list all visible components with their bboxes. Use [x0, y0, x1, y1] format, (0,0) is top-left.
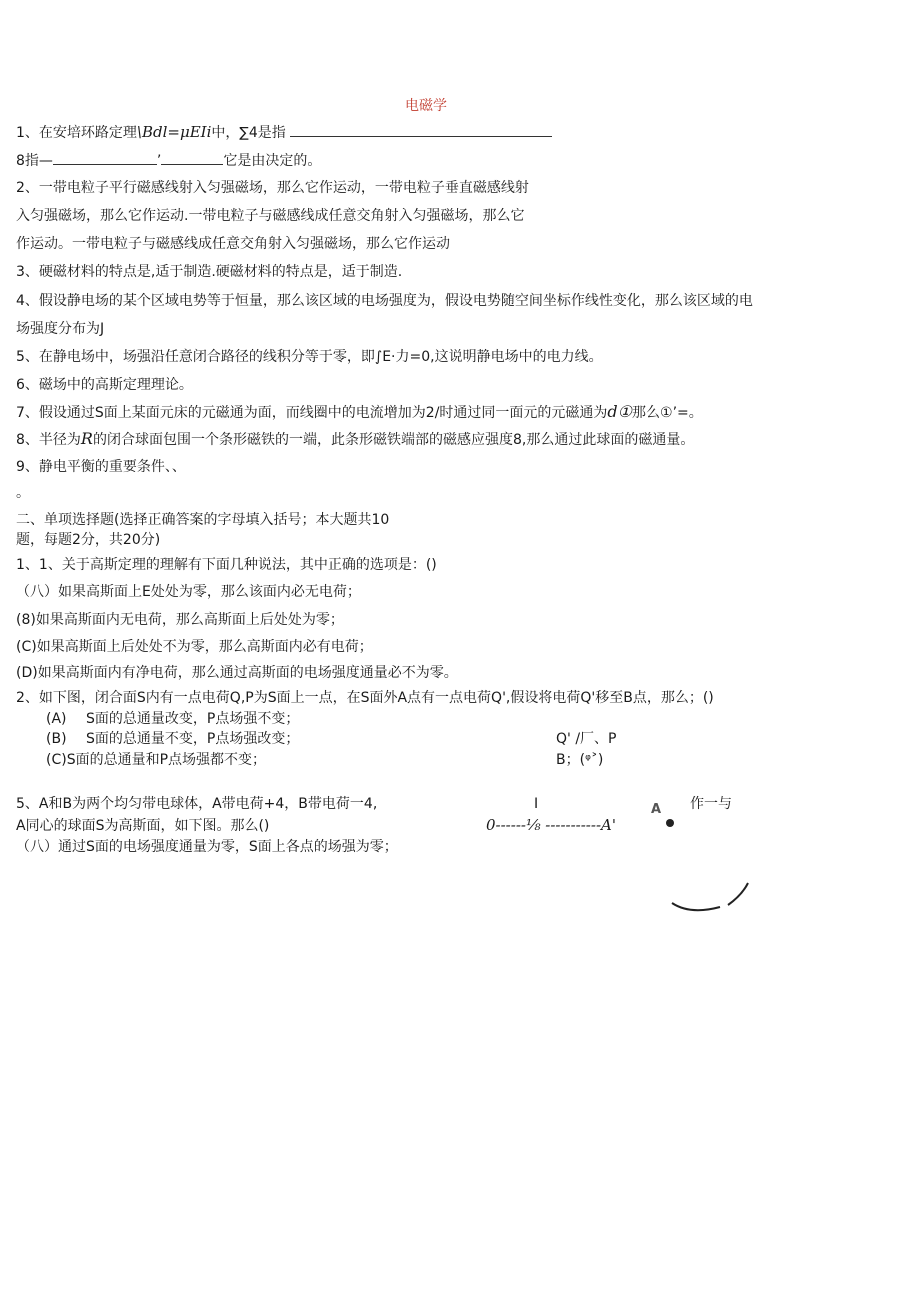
mc-1-option-c: (C)如果高斯面上后处处不为零，那么高斯面内必有电荷； — [16, 639, 373, 655]
mc-5-stem-line-1: 5、A和B为两个均匀带电球体，A带电荷+4，B带电荷一4, — [16, 796, 378, 812]
question-2-line-1: 2、一带电粒子平行磁感线射入匀强磁场，那么它作运动，一带电粒子垂直磁感线射 — [16, 180, 529, 196]
section-2-heading-line-1: 二、单项选择题(选择正确答案的字母填入括号；本大题共10 — [16, 512, 390, 528]
q8-prefix: 8、半径为 — [16, 432, 81, 448]
mc-1-stem: 1、1、关于高斯定理的理解有下面几种说法，其中正确的选项是：() — [16, 557, 437, 573]
q1-formula: \Bdl=μEIi — [136, 123, 212, 141]
gauss-sphere-figure — [610, 795, 790, 925]
q1-blank[interactable] — [290, 123, 552, 137]
q1-prefix: 1、在安培环路定理 — [16, 125, 137, 141]
q8-var: R — [80, 429, 93, 448]
mc-2-figure-label-1: Q' /厂、P — [556, 731, 617, 747]
question-5: 5、在静电场中，场强沿任意闭合路径的线积分等于零，即∫E·力=0,这说明静电场中的电力线。 — [16, 349, 603, 365]
question-1-line-2 — [16, 151, 321, 170]
question-4-line-2: 场强度分布为J — [16, 321, 105, 337]
mc-1-option-d: (D)如果高斯面内有净电荷，那么通过高斯面的电场强度通量必不为零。 — [16, 665, 458, 681]
q7-prefix: 7、假设通过S面上某面元床的元磁通为面，而线圈中的电流增加为2/时通过同一面元的元磁通为 — [16, 405, 608, 421]
q1-line2-suffix: 它是由决定的。 — [223, 153, 322, 169]
q1-blank-2[interactable] — [53, 151, 157, 165]
mc-5-figure-label-right: 作一与 — [690, 796, 732, 812]
question-2-line-2: 入匀强磁场，那么它作运动.一带电粒子与磁感线成任意交角射入匀强磁场，那么它 — [16, 208, 525, 224]
question-9: 9、静电平衡的重要条件、、 — [16, 459, 186, 475]
mc-5-stem-line-2: A同心的球面S为高斯面，如下图。那么() — [16, 818, 270, 834]
document-title: 电磁学 — [405, 98, 447, 114]
question-8 — [16, 430, 694, 449]
question-3: 3、硬磁材料的特点是,适于制造.硬磁材料的特点是，适于制造. — [16, 264, 403, 280]
question-4-line-1: 4、假设静电场的某个区域电势等于恒量，那么该区域的电场强度为，假设电势随空间坐标作线性变化，那么该区域的电 — [16, 293, 753, 309]
q1-mid: 中，∑4是指 — [211, 125, 286, 141]
mc-5-option-a: （八）通过S面的电场强度通量为零，S面上各点的场强为零； — [16, 839, 398, 855]
question-6: 6、磁场中的高斯定理理论。 — [16, 377, 193, 393]
question-1-line-1 — [16, 123, 552, 142]
question-7 — [16, 403, 703, 422]
section-2-heading-line-2: 题，每题2分，共20分) — [16, 532, 161, 548]
mc-2-option-a-text: S面的总通量改变，P点场强不变； — [86, 711, 300, 727]
mc-2-figure-label-2: B；(ᵠ˃) — [556, 752, 604, 768]
q7-formula: d① — [607, 402, 633, 421]
mc-1-option-b: (8)如果高斯面内无电荷，那么高斯面上后处处为零； — [16, 612, 344, 628]
mc-1-option-a: （八）如果高斯面上E处处为零，那么该面内必无电荷； — [16, 584, 361, 600]
sphere-arc-right — [728, 883, 748, 905]
mc-2-option-b-text: S面的总通量不变，P点场强改变； — [86, 731, 300, 747]
q1-line2-mark: ’ — [156, 153, 162, 169]
mc-5-figure-axis: 0------⅛ -----------A' — [486, 816, 616, 834]
q1-blank-3[interactable] — [161, 151, 223, 165]
mc-2-stem: 2、如下图，闭合面S内有一点电荷Q,P为S面上一点，在S面外A点有一点电荷Q',假设将电荷Q'移至B点，那么；() — [16, 690, 714, 706]
mc-5-figure-bar: I — [534, 796, 539, 812]
q7-suffix: 那么①’=。 — [632, 405, 703, 421]
q1-line2-prefix: 8指— — [16, 153, 53, 169]
mc-5-figure-point-a-label: A — [651, 802, 662, 817]
question-2-line-3: 作运动。一带电粒子与磁感线成任意交角射入匀强磁场，那么它作运动 — [16, 236, 450, 252]
mc-2-option-c: (C)S面的总通量和P点场强都不变； — [46, 752, 267, 768]
question-9-end-mark: 。 — [16, 485, 30, 501]
mc-2-option-a-label: (A) — [46, 711, 67, 727]
sphere-arc-lower — [672, 903, 720, 910]
q8-suffix: 的闭合球面包围一个条形磁铁的一端，此条形磁铁端部的磁感应强度8,那么通过此球面的磁通量。 — [92, 432, 695, 448]
charge-a-dot — [666, 819, 674, 827]
mc-2-option-b-label: (B) — [46, 731, 67, 747]
